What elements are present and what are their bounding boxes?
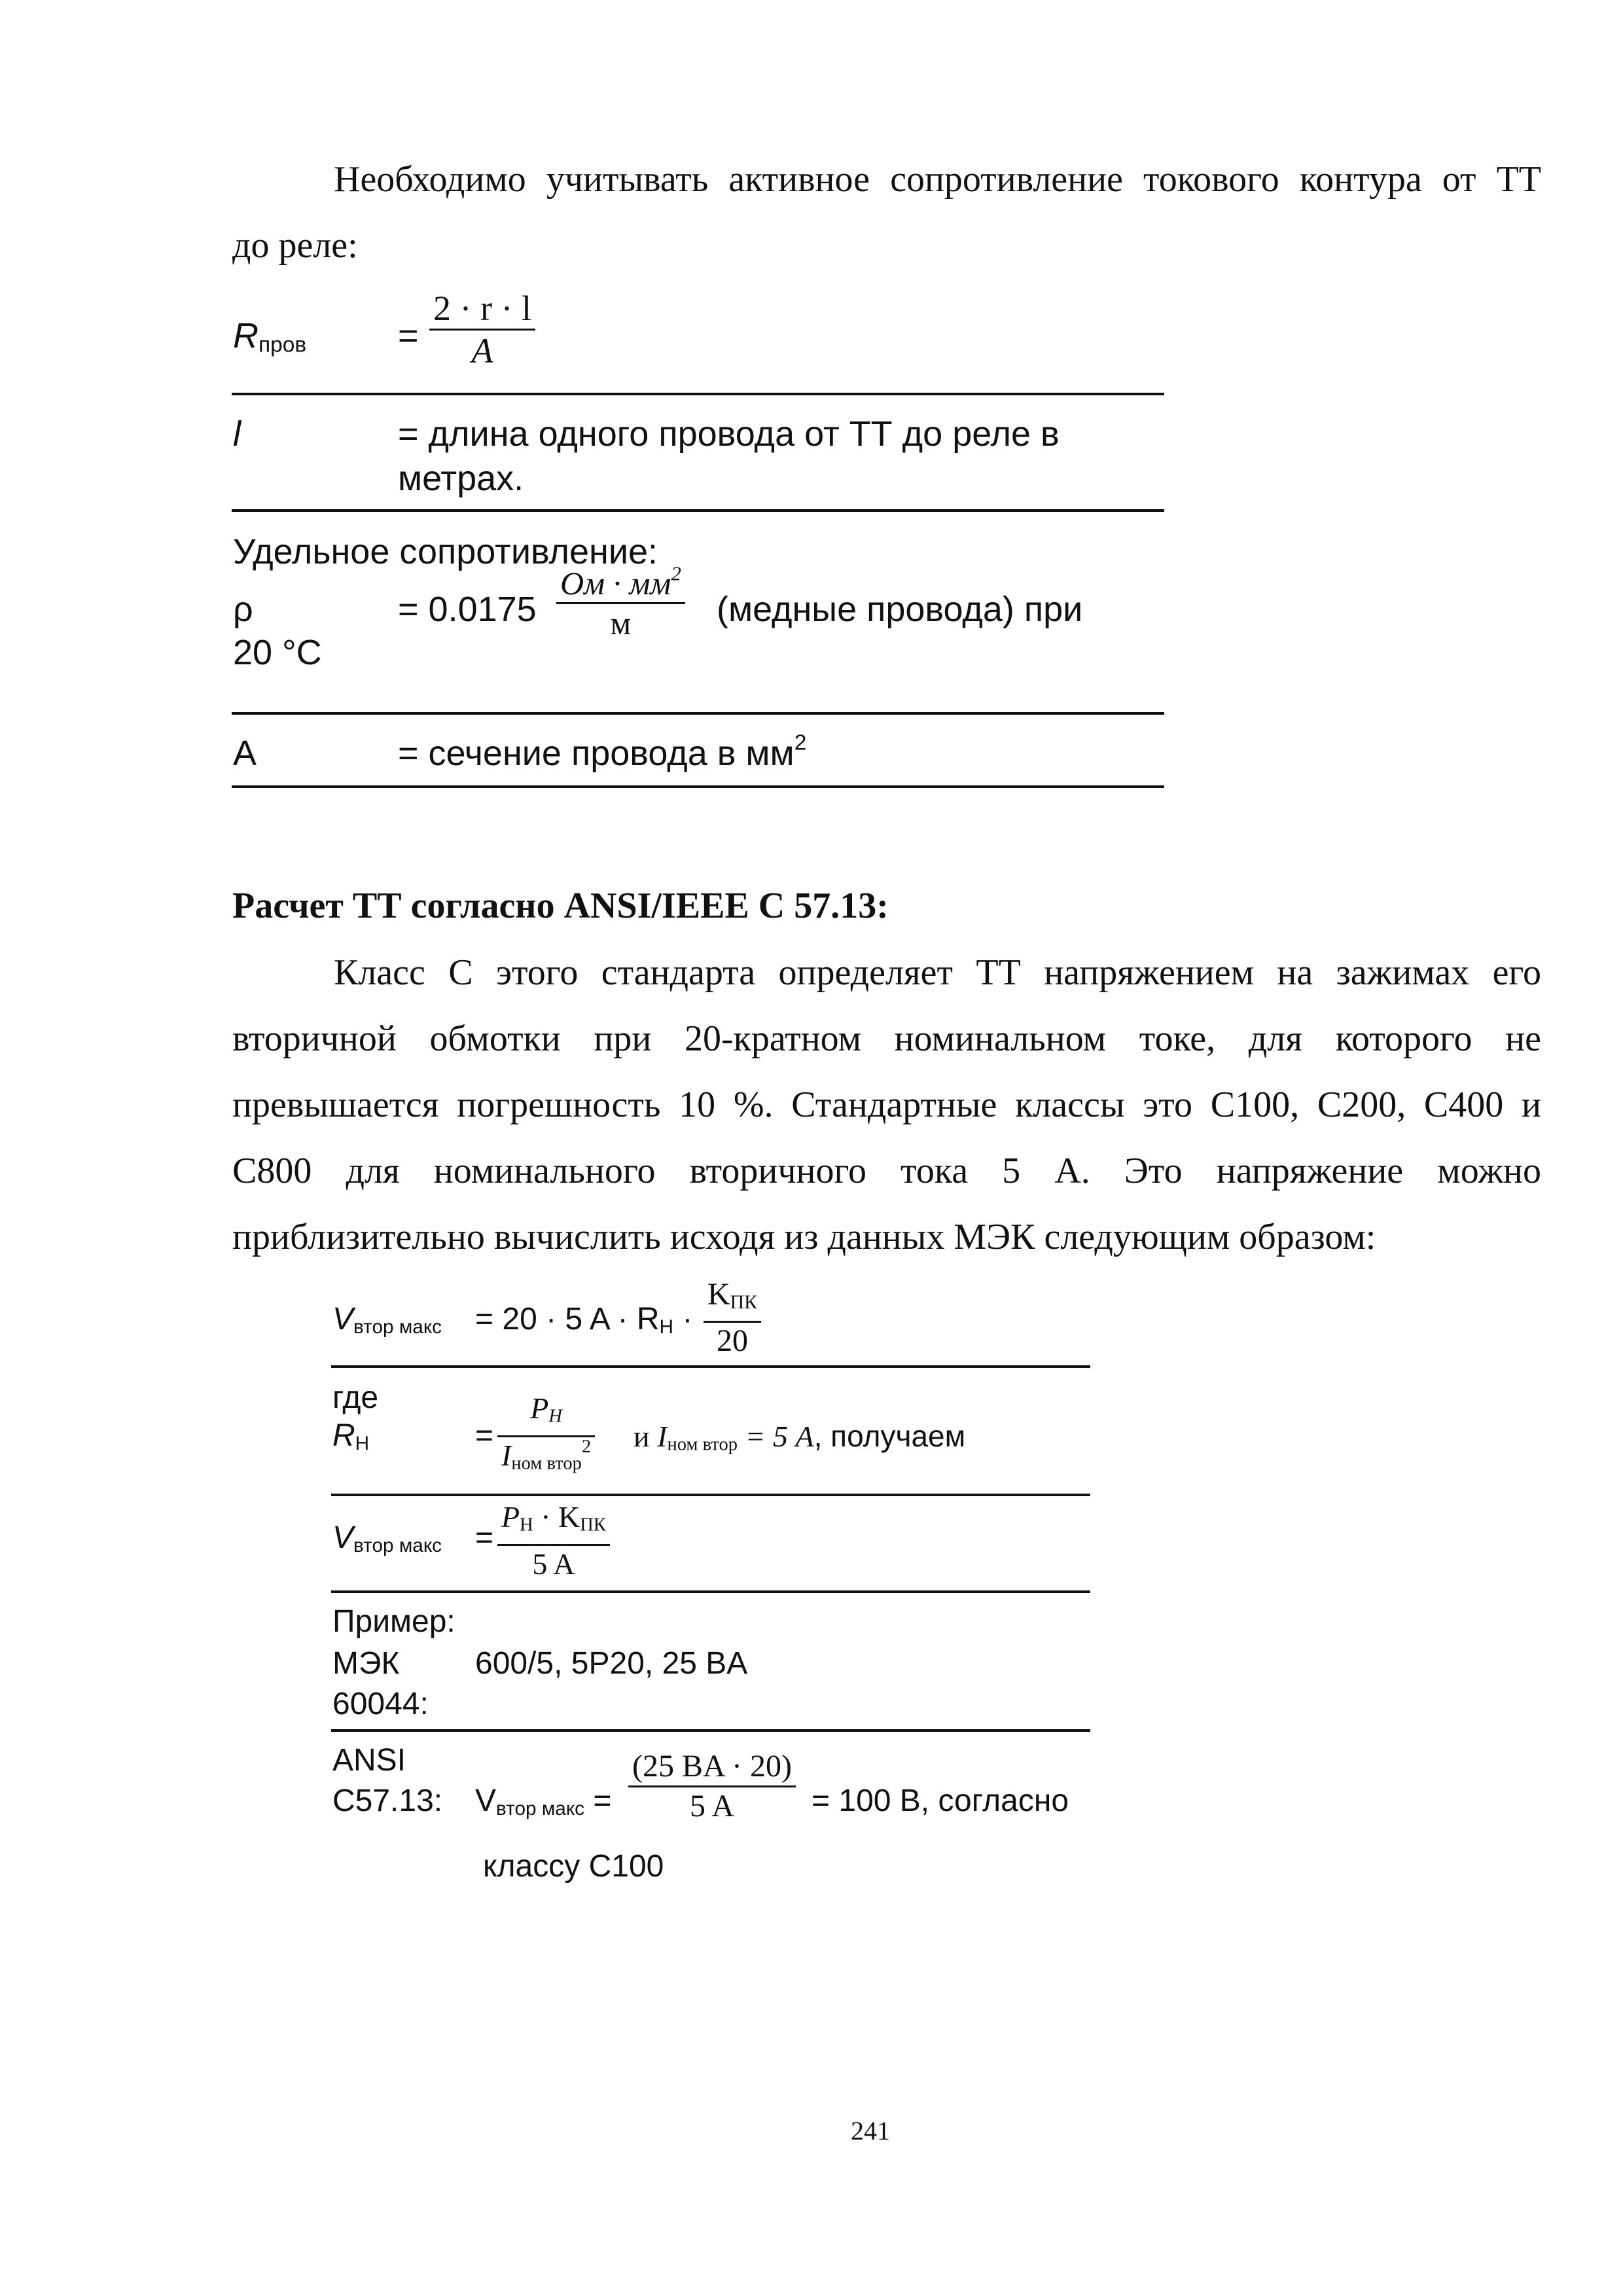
table1-rule-3 [232,712,1164,715]
row2-condition: и $I_{ном втор} = 5$ A, получаем [633,1419,966,1455]
row5-v-symbol: $V_{втор макс}$ = [475,1784,612,1820]
table1-rule-2 [232,509,1164,512]
row5-fraction [628,1748,796,1825]
rho-label: Удельное сопротивление: [233,532,658,571]
intro-line-2: до реле: [232,225,358,266]
ansi-label: ANSI [332,1743,406,1778]
row3-fraction [497,1499,610,1583]
row1-v-symbol: $V_{втор макс}$ [332,1302,442,1338]
rho-symbol: ρ [233,590,253,629]
row2-denominator: $I_{ном втор}^2$ [501,1436,592,1474]
rho-note: (медные провода) при [717,590,1083,629]
l-desc-1: = длина одного провода от ТТ до реле в [398,414,1060,454]
row2-fraction [497,1390,595,1482]
c5713-label: C57.13: [332,1784,443,1818]
table2-rule-1 [331,1365,1090,1368]
row1-denominator: 20 [717,1323,748,1358]
section-heading: Расчет ТТ согласно ANSI/IEEE C 57.13: [232,886,889,926]
rpr-equals: = [398,316,419,355]
row3-equals: = [475,1520,494,1555]
row2-numerator: $P_Н$ [497,1390,595,1437]
body-line-5: приблизительно вычислить исходя из данных МЭК следующим образом: [232,1217,1376,1257]
a-desc: = сечение провода в $мм^2$ [398,730,807,773]
example-label: Пример: [332,1604,455,1639]
row3-numerator: $P_Н \cdot K_{ПК}$ [497,1499,610,1546]
row5-class: классу C100 [483,1849,664,1884]
row1-fraction [704,1276,761,1359]
rpr-symbol: $R_{пров}$ [233,316,307,357]
intro-line-1: Необходимо учитывать активное сопротивление токового контура от ТТ [334,159,1541,200]
mek-label: МЭК [332,1646,400,1681]
row1-expression: = 20 · 5 $A \cdot R_Н$ · [475,1302,693,1338]
l-desc-2: метрах. [398,459,524,498]
rpr-fraction [429,288,535,371]
rho-value: = 0.0175 [398,590,537,629]
rpr-numerator: 2 · r · l [429,288,535,331]
rpr-denominator: A [471,331,493,370]
body-line-3: превышается погрешность 10 %. Стандартные классы это С100, С200, С400 и [232,1085,1541,1125]
row5-denominator: 5 A [689,1789,734,1823]
rn-symbol: $R_Н$ [332,1418,370,1454]
mek-value: 600/5, 5P20, 25 BA [475,1646,748,1681]
a-symbol: A [233,734,257,773]
row2-equals: = [475,1418,494,1453]
table1-rule-4 [232,785,1164,788]
row3-denominator: 5 A [532,1547,575,1581]
body-line-1: Класс С этого стандарта определяет ТТ напряжением на зажимах его [334,952,1541,993]
table2-rule-2 [331,1494,1090,1496]
table1-rule-1 [232,393,1164,395]
where-label: где [332,1380,379,1415]
rho-numerator: Ом · $мм^2$ [556,564,685,604]
l-symbol: l [233,414,241,454]
page-number: 241 [851,2116,890,2145]
body-line-2: вторичной обмотки при 20-кратном номинальном токе, для которого не [232,1018,1541,1059]
row5-result: = 100 B, согласно [812,1784,1069,1818]
body-line-4: С800 для номинального вторичного тока 5 А. Это напряжение можно [232,1151,1541,1191]
row1-numerator: $K_{ПК}$ [704,1276,761,1323]
row5-numerator: (25 BA · 20) [628,1748,796,1787]
table2-rule-3 [331,1590,1090,1593]
rho-denominator: м [610,605,632,641]
row3-v-symbol: $V_{втор макс}$ [332,1520,442,1556]
rho-fraction [556,564,685,642]
table2-rule-4 [331,1729,1090,1732]
mek-number: 60044: [332,1687,429,1721]
rho-temp: 20 °C [233,633,322,672]
